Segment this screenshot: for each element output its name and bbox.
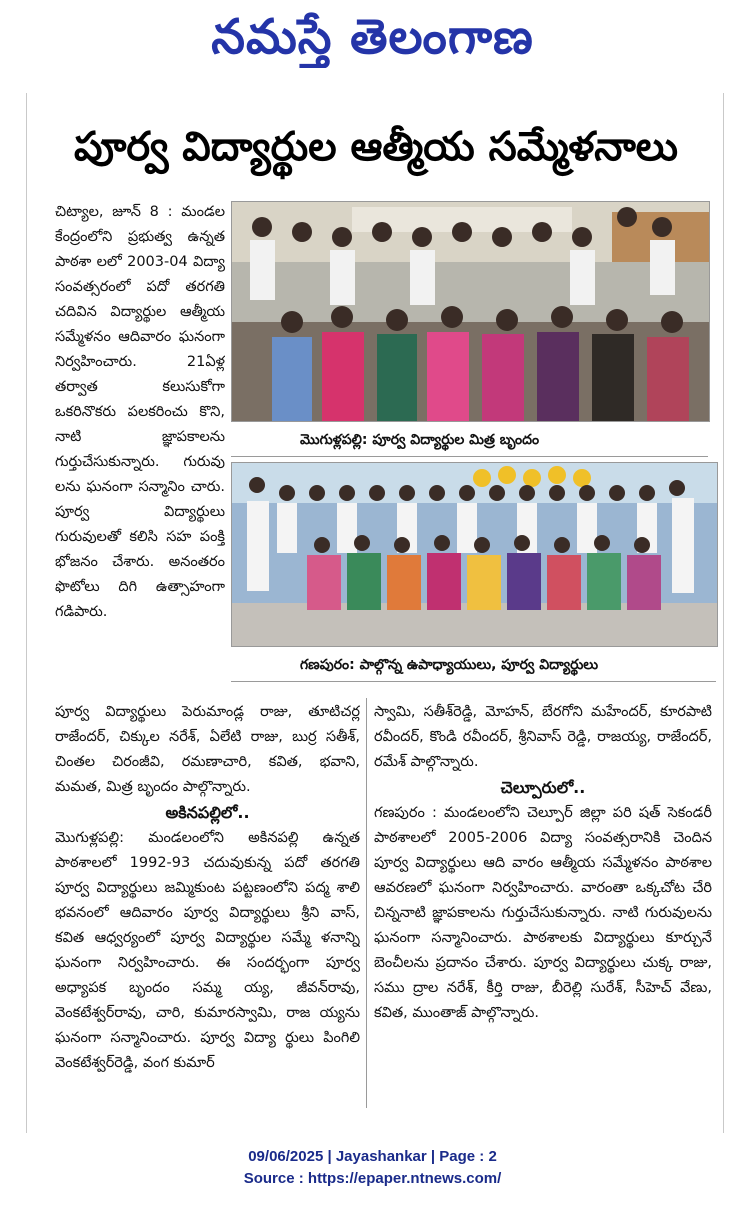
chelpur-paragraph: గణపురం : మండలంలోని చెల్పూర్ జిల్లా పరి షత్ సెకండరీ పాఠశాలలో 2005-2006 విద్యా సంవత్సరానికి చెందిన పూర్వ విద్యార్థులు ఆది వారం ఆత్మీయ సమ్మేళనం పాఠశాల ఆవరణలో ఘనంగా నిర్వహించారు. వారంతా ఒక్కచోట చేరి చిన్ననాటి జ్ఞాపకాలను గుర్తుచేసుకున్నారు. నాటి గురువులను ఘనంగా సన్మానించారు. పాఠశాలకు విద్యార్థులు కూర్చునే బెంచీలను ప్రదానం చేశారు. పూర్వ విద్యార్థులు చుక్క రాజు, సము ద్రాల నరేశ్, కీర్తి రాజు, బీరెల్లి సురేశ్, సీహెచ్ వేణు, కవిత, ముంతాజ్ పాల్గొన్నారు. (374, 805, 712, 1021)
column-rule (366, 698, 367, 1108)
akinapalli-paragraph: మొగుళ్లపల్లి: మండలంలోని అకినపల్లి ఉన్నత పాఠశాలలో 1992-93 చదువుకున్న పదో తరగతి పూర్వ విద్యార్థులు జమ్మికుంట పట్టణంలోని పద్మ శాలి భవనంలో ఆదివారం పూర్వ విద్యార్థులు శ్రీని వాస్, కవిత ఆధ్వర్యంలో పూర్వ విద్యార్థుల సమ్మే ళనాన్ని ఘనంగా నిర్వహించారు. ఈ సందర్భంగా పూర్వ అధ్యాపక బృందం సమ్మ య్య, జీవన్‌రావు, వెంకటేశ్వర్‌రావు, చారి, కుమారస్వామి, రాజ య్యను ఘనంగా సన్మానించారు. పూర్వ విద్యా ర్థులు పింగిలి వెంకటేశ్వర్‌రెడ్డి, వంగ కుమార్ (55, 830, 360, 1071)
footer-dateline: 09/06/2025 | Jayashankar | Page : 2 (248, 1148, 497, 1165)
left-column-lead (55, 200, 225, 700)
lead-paragraph: చిట్యాల, జూన్ 8 : మండల కేంద్రంలోని ప్రభుత్వ ఉన్నత పాఠశా లలో 2003-04 విద్యా సంవత్సరంలో పదో తరగతి చదివిన విద్యార్థుల ఆత్మీయ సమ్మేళనం ఆదివారం ఘనంగా నిర్వహించారు. 21ఏళ్ల తర్వాత కలుసుకోగా ఒకరినొకరు పలకరించు కొని, నాటి జ్ఞాపకాలను గుర్తుచేసుకున్నారు. గురువు లను ఘనంగా సన్మానిం చారు. పూర్వ విద్యార్థులు గురువులతో కలిసి సహ పంక్తి భోజనం చేశారు. అనంతరం ఫొటోలు దిగి ఉత్సాహంగా గడిపారు. (55, 204, 225, 620)
photo-ganapuram-group (231, 462, 718, 647)
photo-2-caption: గణపురం: పాల్గొన్న ఉపాధ్యాయులు, పూర్వ విద్యార్థులు (300, 657, 599, 673)
masthead (0, 0, 745, 80)
caption-rule-2 (231, 681, 716, 682)
photo-mogullapalli-group (231, 201, 710, 422)
subhead-chelpur: చెల్పూరులో.. (500, 778, 586, 797)
participants-paragraph: పూర్వ విద్యార్థులు పెరుమాండ్ల రాజు, తూటిచర్ల రాజేందర్, చిక్కుల నరేశ్, ఏలేటి రాజు, బుర్ర సతీశ్, చింతల చిరంజీవి, రమణాచారి, కవిత, భవాని, మమత, మిత్ర బృందం పాల్గొన్నారు. (55, 704, 360, 795)
subhead-akinapalli: అకినపల్లిలో.. (165, 803, 250, 822)
continued-names-paragraph: స్వామి, సతీశ్‌రెడ్డి, మోహన్, బేరగోని మహేందర్, కూరపాటి రవీందర్, కొండి రవీందర్, శ్రీనివాస్ రెడ్డి, రాజయ్య, రాజేందర్, రమేశ్ పాల్గొన్నారు. (374, 704, 712, 770)
caption-rule (231, 456, 708, 457)
article-headline: పూర్వ విద్యార్థుల ఆత్మీయ సమ్మేళనాలు (73, 124, 679, 170)
newspaper-logo: నమస్తే తెలంగాణ (211, 9, 534, 65)
right-column-body (374, 700, 712, 1110)
photo-1-caption: మొగుళ్లపల్లి: పూర్వ విద్యార్థుల మిత్ర బృందం (300, 432, 540, 448)
left-column-body (55, 700, 360, 1110)
footer-source: Source : https://epaper.ntnews.com/ (243, 1170, 502, 1187)
